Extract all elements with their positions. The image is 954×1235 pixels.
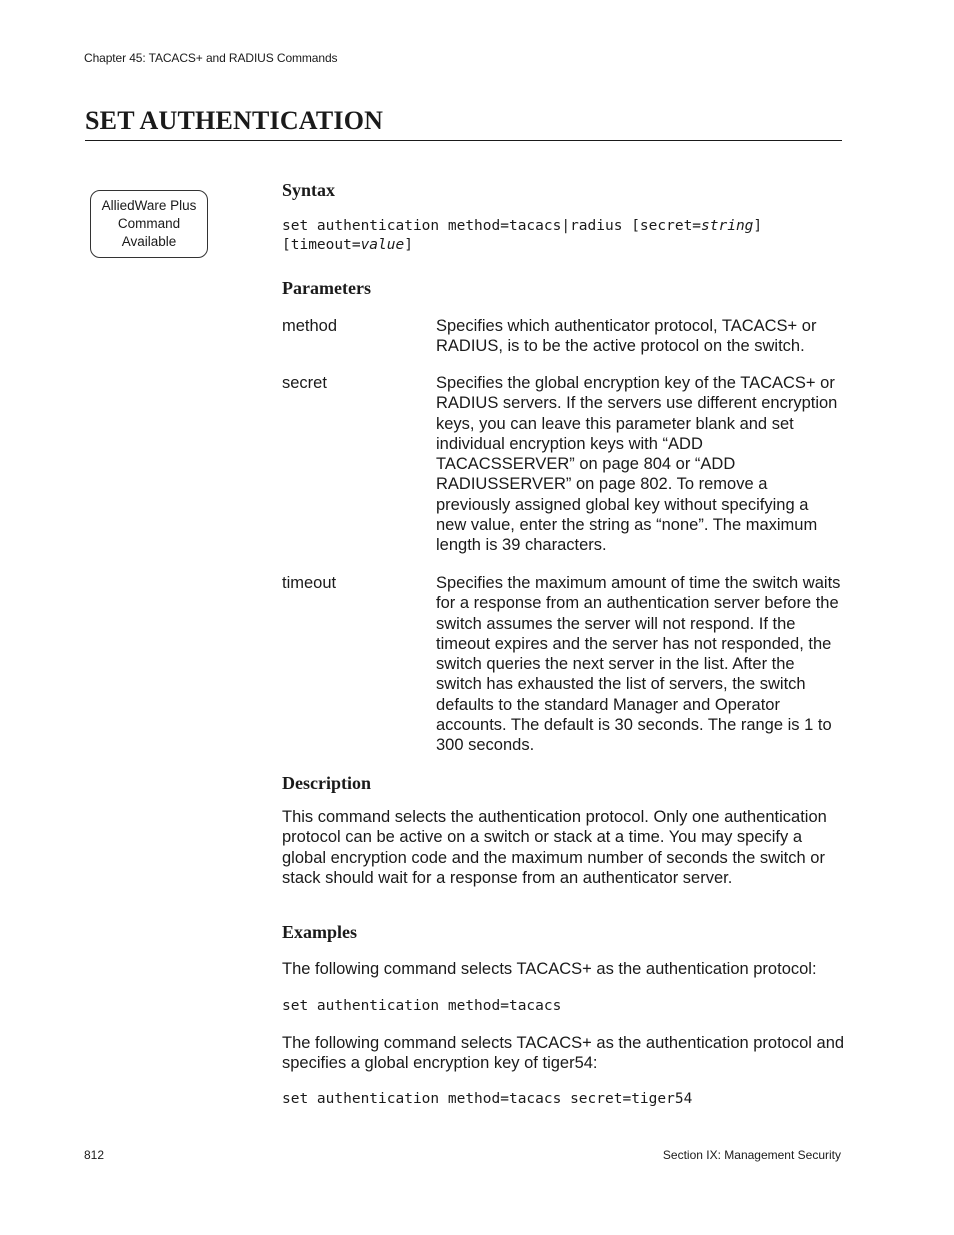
badge-line-2: Command: [117, 216, 181, 231]
syntax-line-2-text: [timeout=: [282, 237, 361, 253]
page-number: 812: [84, 1148, 105, 1162]
title-rule: [85, 140, 842, 141]
syntax-line-1-end: ]: [753, 218, 763, 234]
syntax-heading: Syntax: [282, 180, 336, 200]
badge-line-3: Available: [121, 234, 177, 249]
param-desc-method: Specifies which authenticator protocol, TACACS+ or RADIUS, is to be the active protocol on the switch.: [436, 317, 817, 356]
parameters-heading: Parameters: [282, 278, 371, 298]
badge-line-1: AlliedWare Plus: [101, 198, 197, 213]
section-footer: Section IX: Management Security: [662, 1148, 841, 1162]
example-1-intro: The following command selects TACACS+ as the authentication protocol:: [282, 960, 817, 978]
param-name-secret: secret: [282, 374, 327, 392]
syntax-line-1: [282, 217, 762, 236]
syntax-line-2: [282, 236, 413, 255]
command-availability-badge: [90, 190, 208, 258]
syntax-var-string: string: [701, 218, 754, 234]
example-2-intro: The following command selects TACACS+ as the authentication protocol and specifies a global encryption key of tiger54:: [282, 1034, 845, 1073]
param-name-method: method: [282, 317, 338, 335]
description-heading: Description: [282, 773, 371, 793]
param-desc-timeout: Specifies the maximum amount of time the switch waits for a response from an authentication server before the switch assumes the server will not respond. If the timeout expires and the server has not responded, the switch queries the next server in the list. After the switch has exhausted the list of servers, the switch defaults to the standard Manager and Operator accounts. The default is 30 seconds. The range is 1 to 300 seconds.: [436, 574, 841, 755]
syntax-line-1-text: set authentication method=tacacs|radius [secret=: [282, 218, 702, 234]
syntax-var-value: value: [360, 237, 405, 253]
chapter-header: Chapter 45: TACACS+ and RADIUS Commands: [84, 51, 338, 65]
page-title: SET AUTHENTICATION: [85, 106, 384, 135]
examples-heading: Examples: [282, 922, 358, 942]
param-name-timeout: timeout: [282, 574, 337, 592]
example-1-code: set authentication method=tacacs: [282, 998, 562, 1014]
param-desc-secret: Specifies the global encryption key of the TACACS+ or RADIUS servers. If the servers use different encryption keys, you can leave this parameter blank and set individual encryption keys with “ADD TACACSSERVER” on page 804 or “ADD RADIUSSERVER” on page 802. To remove a previously assigned global key without specifying a new value, enter the string as “none”. The maximum length is 39 characters.: [436, 374, 838, 555]
description-text: This command selects the authentication protocol. Only one authentication protocol can be active on a switch or stack at a time. You may specify a global encryption code and the maximum number of seconds the switch or stack should wait for a response from an authenticator server.: [282, 808, 827, 887]
example-2-code: set authentication method=tacacs secret=tiger54: [282, 1091, 693, 1107]
syntax-line-2-end: ]: [404, 237, 413, 253]
